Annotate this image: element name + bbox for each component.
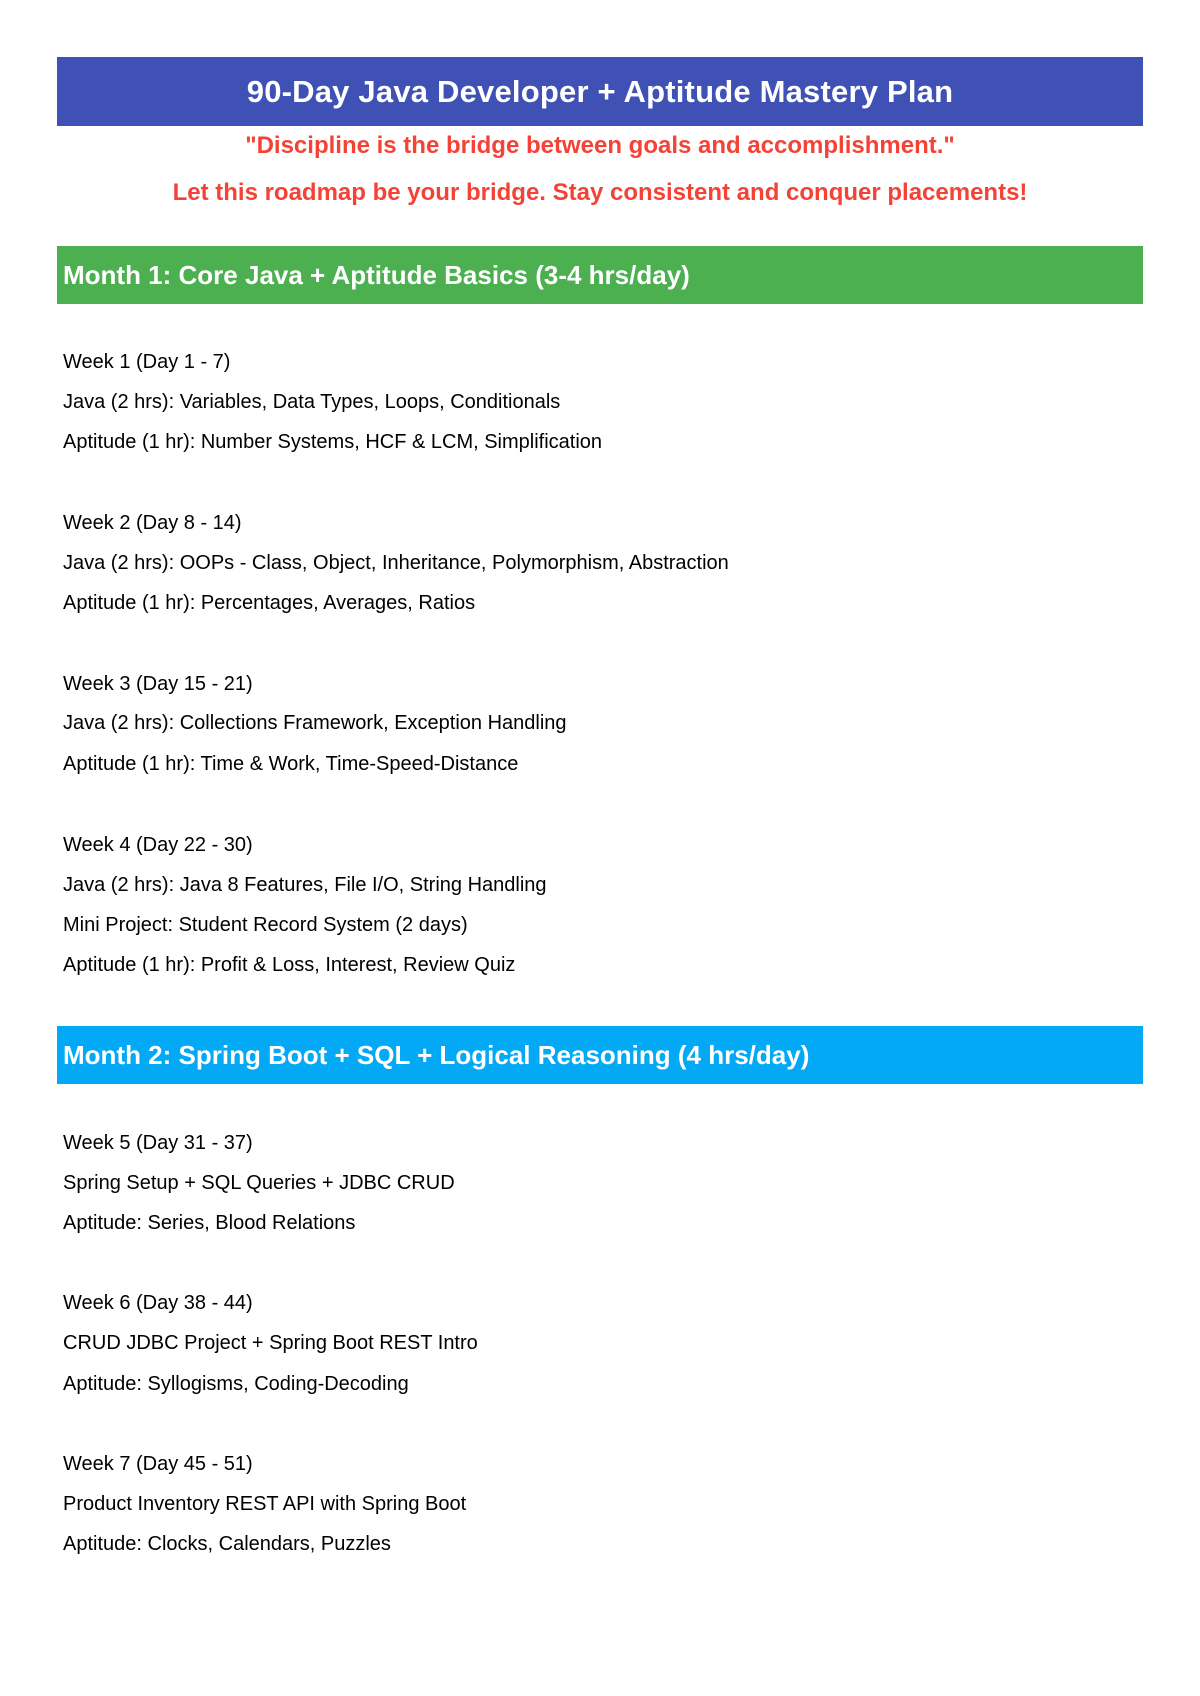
week-3-item-2: Aptitude (1 hr): Time & Work, Time-Speed-Distance bbox=[63, 753, 519, 775]
week-4-item-2: Mini Project: Student Record System (2 days) bbox=[63, 914, 468, 936]
week-7-label: Week 7 (Day 45 - 51) bbox=[63, 1453, 253, 1475]
quote-line-1: "Discipline is the bridge between goals and accomplishment." bbox=[245, 132, 955, 159]
week-1-label: Week 1 (Day 1 - 7) bbox=[63, 351, 231, 373]
week-6-item-2: Aptitude: Syllogisms, Coding-Decoding bbox=[63, 1373, 409, 1395]
week-3-label: Week 3 (Day 15 - 21) bbox=[63, 673, 253, 695]
week-1-item-2: Aptitude (1 hr): Number Systems, HCF & LCM, Simplification bbox=[63, 431, 603, 453]
quote-line-2: Let this roadmap be your bridge. Stay consistent and conquer placements! bbox=[172, 179, 1028, 206]
page-title: 90-Day Java Developer + Aptitude Mastery Plan bbox=[246, 73, 954, 109]
week-2-label: Week 2 (Day 8 - 14) bbox=[63, 512, 242, 534]
week-2-item-2: Aptitude (1 hr): Percentages, Averages, Ratios bbox=[63, 592, 476, 614]
week-4-label: Week 4 (Day 22 - 30) bbox=[63, 834, 253, 856]
week-5-label: Week 5 (Day 31 - 37) bbox=[63, 1132, 253, 1154]
week-6-item-1: CRUD JDBC Project + Spring Boot REST Intro bbox=[63, 1332, 478, 1354]
month-2-header bbox=[57, 1026, 1143, 1084]
month-2-heading: Month 2: Spring Boot + SQL + Logical Reasoning (4 hrs/day) bbox=[63, 1039, 810, 1070]
month-1-heading: Month 1: Core Java + Aptitude Basics (3-4 hrs/day) bbox=[63, 259, 690, 290]
week-4-item-1: Java (2 hrs): Java 8 Features, File I/O, String Handling bbox=[63, 874, 547, 896]
week-6-label: Week 6 (Day 38 - 44) bbox=[63, 1292, 253, 1314]
week-5-item-1: Spring Setup + SQL Queries + JDBC CRUD bbox=[63, 1172, 455, 1194]
week-7-item-1: Product Inventory REST API with Spring Boot bbox=[63, 1493, 467, 1515]
week-1-item-1: Java (2 hrs): Variables, Data Types, Loops, Conditionals bbox=[63, 391, 561, 413]
title-banner bbox=[57, 57, 1143, 126]
week-5-item-2: Aptitude: Series, Blood Relations bbox=[63, 1212, 356, 1234]
week-3-item-1: Java (2 hrs): Collections Framework, Exception Handling bbox=[63, 712, 567, 734]
week-4-item-3: Aptitude (1 hr): Profit & Loss, Interest, Review Quiz bbox=[63, 954, 516, 976]
week-2-item-1: Java (2 hrs): OOPs - Class, Object, Inheritance, Polymorphism, Abstraction bbox=[63, 552, 729, 574]
week-7-item-2: Aptitude: Clocks, Calendars, Puzzles bbox=[63, 1533, 391, 1555]
month-1-header bbox=[57, 246, 1143, 304]
